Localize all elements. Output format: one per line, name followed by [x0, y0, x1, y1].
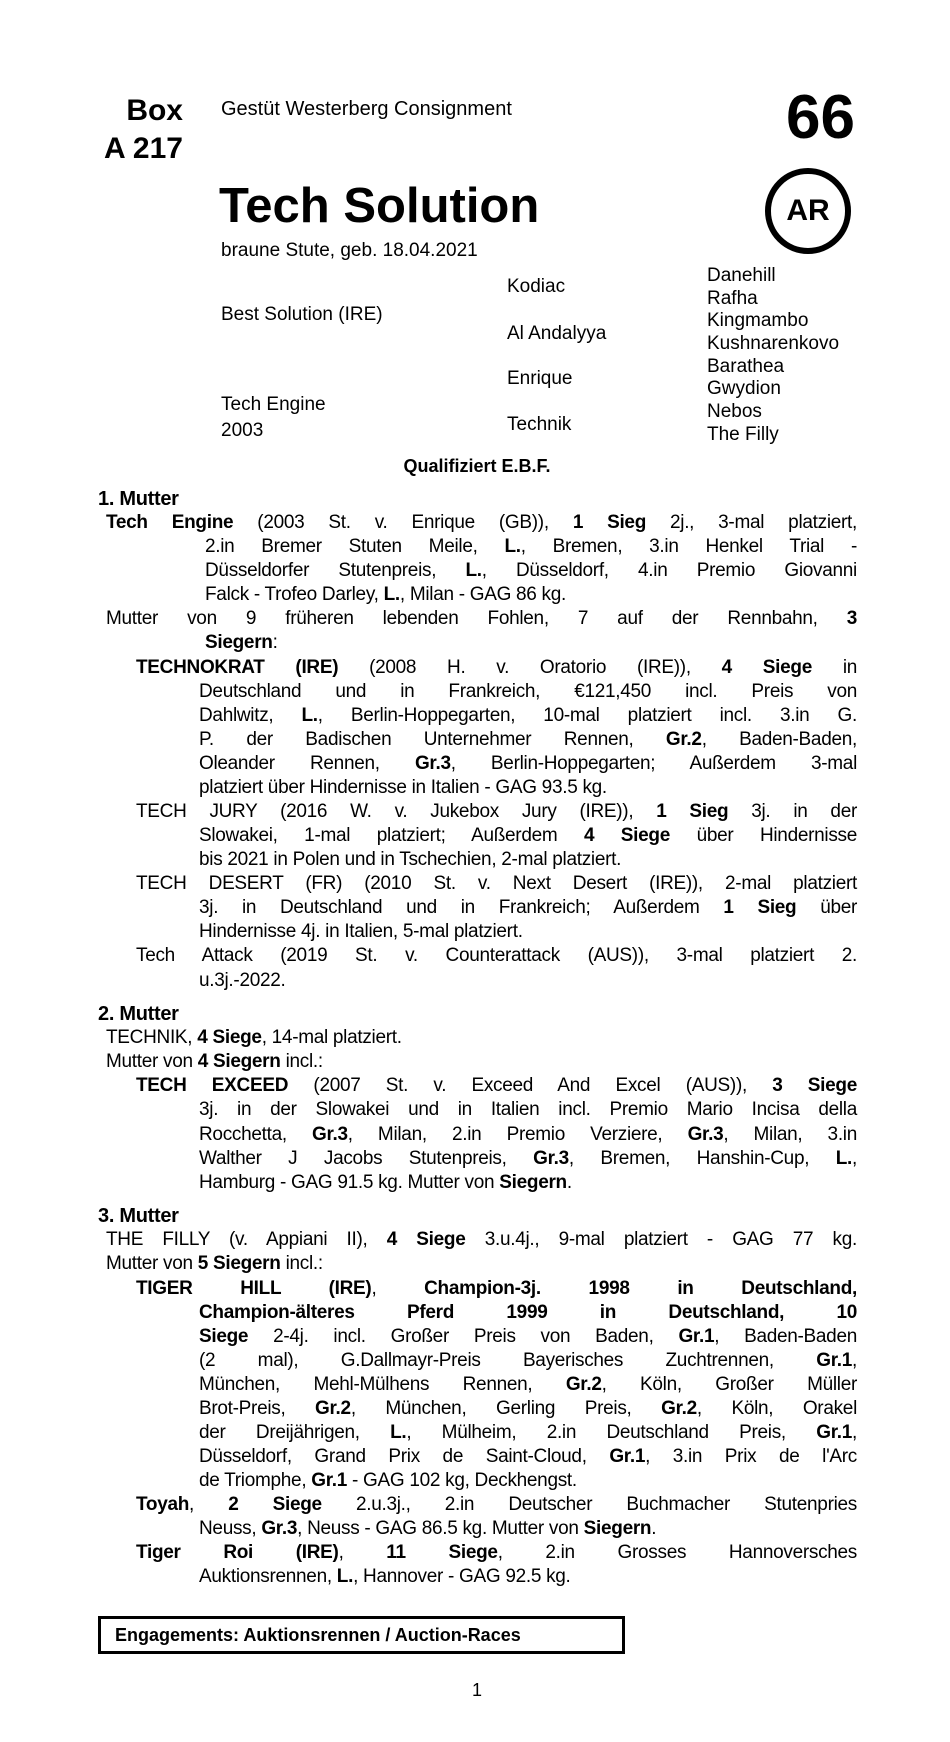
text: 3j. in der	[728, 801, 857, 823]
text: , Milan, 3.in	[723, 1123, 857, 1145]
text-line	[0, 1493, 857, 1517]
text: , Hannover - GAG 92.5 kg.	[353, 1566, 571, 1588]
offspring-entry	[0, 1074, 857, 1194]
text: Hindernisse 4j. in Italien, 5-mal platziert.	[199, 921, 523, 943]
offspring-entry	[0, 944, 857, 992]
bold-text: 1 Sieg	[723, 897, 797, 919]
text: , Köln, Orakel	[696, 1397, 857, 1419]
text-line	[0, 1349, 857, 1373]
text: , Köln, Großer Müller	[601, 1373, 857, 1395]
text-line	[0, 631, 857, 655]
text: - GAG 102 kg, Deckhengst.	[347, 1470, 577, 1492]
dam-entry	[0, 607, 857, 655]
bold-text: 5 Siegern	[197, 1253, 281, 1275]
text-line	[0, 800, 857, 824]
bold-text: 4 Siege	[721, 656, 812, 678]
text: 2.u.3j., 2.in Deutscher Buchmacher Stutenpries	[321, 1494, 857, 1516]
bold-text: Tech Engine	[106, 512, 234, 534]
pedigree-great-grandparent: Gwydion	[707, 378, 781, 399]
dam-entry	[0, 1026, 857, 1050]
text-line	[0, 559, 857, 583]
bold-text: 4 Siege	[583, 825, 670, 847]
text: (2 mal), G.Dallmayr-Preis Bayerisches Zuchtrennen,	[199, 1349, 817, 1371]
text: , Bremen, 3.in Henkel Trial -	[520, 536, 857, 558]
text-line	[0, 1277, 857, 1301]
text: incl.:	[280, 1253, 323, 1275]
bold-text: TIGER HILL (IRE)	[136, 1277, 372, 1299]
section-heading: 2. Mutter	[98, 1003, 179, 1026]
text: bis 2021 in Polen und in Tschechien, 2-mal platziert.	[199, 849, 622, 871]
text: Hamburg - GAG 91.5 kg. Mutter von	[199, 1171, 500, 1193]
bold-text: L.	[390, 1421, 407, 1443]
bold-text: 1 Sieg	[572, 512, 647, 534]
text-line	[0, 535, 857, 559]
section-2-mutter	[0, 1002, 857, 1195]
bold-text: Gr.1	[609, 1446, 646, 1468]
bold-text: Siege	[199, 1325, 249, 1347]
text-line	[0, 1050, 857, 1074]
text: Neuss,	[199, 1518, 262, 1540]
pedigree-great-grandparent: Barathea	[707, 356, 785, 377]
bold-text: TECH EXCEED	[136, 1075, 289, 1097]
text-line	[0, 583, 857, 607]
text-line	[0, 1445, 857, 1469]
box-number: A 217	[104, 132, 183, 165]
bold-text: Gr.2	[315, 1397, 351, 1419]
text-line	[0, 896, 857, 920]
text: Oleander Rennen,	[199, 752, 415, 774]
bold-text: 3	[846, 608, 857, 630]
text: Mutter von 9 früheren lebenden Fohlen, 7 auf der Rennbahn,	[106, 608, 847, 630]
bold-text: Gr.2	[565, 1373, 602, 1395]
text-line	[0, 1123, 857, 1147]
text-line	[0, 1517, 857, 1541]
offspring-entry	[0, 872, 857, 944]
bold-text: 4 Siegern	[197, 1051, 281, 1073]
text: Dahlwitz,	[199, 704, 302, 726]
text: über Hindernisse	[670, 825, 857, 847]
bold-text: 4 Siege	[197, 1027, 262, 1049]
text: , Berlin-Hoppegarten; Außerdem 3-mal	[450, 752, 857, 774]
text-line	[0, 1565, 857, 1589]
text: :	[272, 632, 278, 654]
bold-text: 1 Sieg	[656, 801, 729, 823]
text-line	[0, 1098, 857, 1122]
pedigree-grandparent: Kodiac	[507, 276, 566, 297]
text: (2003 St. v. Enrique (GB)),	[233, 512, 573, 534]
text: THE FILLY (v. Appiani II),	[106, 1229, 387, 1251]
bold-text: Gr.2	[665, 728, 702, 750]
pedigree-grandparent: Al Andalyya	[507, 323, 607, 344]
text: ,	[371, 1277, 425, 1299]
text: Rocchetta,	[199, 1123, 312, 1145]
horse-name: Tech Solution	[219, 179, 540, 233]
bold-text: Gr.3	[261, 1518, 298, 1540]
section-1-mutter	[0, 487, 857, 993]
text: .	[651, 1518, 657, 1540]
text: München, Mehl-Mülhens Rennen,	[199, 1373, 566, 1395]
bold-text: Toyah	[136, 1494, 190, 1516]
text: 3.u.4j., 9-mal platziert - GAG 77 kg.	[465, 1229, 857, 1251]
text: TECHNIK,	[106, 1027, 198, 1049]
offspring-entry	[0, 1277, 857, 1494]
text: de Triomphe,	[199, 1470, 312, 1492]
text: incl.:	[280, 1051, 323, 1073]
text: Slowakei, 1-mal platziert; Außerdem	[199, 825, 584, 847]
bold-text: Tiger Roi (IRE)	[136, 1542, 339, 1564]
text: , München, Gerling Preis,	[350, 1397, 662, 1419]
bold-text: Gr.2	[661, 1397, 697, 1419]
text: ,	[189, 1494, 229, 1516]
text-line	[0, 1228, 857, 1252]
pedigree-dam: Tech Engine	[221, 394, 326, 415]
text-line	[0, 1325, 857, 1349]
text-line	[0, 1026, 857, 1050]
text: , Bremen, Hanshin-Cup,	[568, 1147, 836, 1169]
text-line	[0, 824, 857, 848]
pedigree-great-grandparent: Rafha	[707, 288, 758, 309]
box-label	[104, 92, 183, 168]
text: , Milan - GAG 86 kg.	[399, 584, 566, 606]
section-3-mutter	[0, 1204, 857, 1589]
text: , 2.in Grosses Hannoversches	[497, 1542, 858, 1564]
text: , Baden-Baden,	[701, 728, 857, 750]
text-line	[0, 704, 857, 728]
pedigree-great-grandparent: Danehill	[707, 265, 776, 286]
offspring-entry	[0, 1541, 857, 1589]
text: 2-4j. incl. Großer Preis von Baden,	[248, 1325, 679, 1347]
bold-text: Gr.1	[678, 1325, 715, 1347]
text: u.3j.-2022.	[199, 969, 286, 991]
text: TECH DESERT (FR) (2010 St. v. Next Desert (IRE)), 2-mal platziert	[136, 873, 857, 895]
text: Mutter von	[106, 1051, 198, 1073]
bold-text: Siegern	[499, 1171, 567, 1193]
text: P. der Badischen Unternehmer Rennen,	[199, 728, 666, 750]
ar-badge-icon	[765, 168, 851, 254]
pedigree-sire: Best Solution (IRE)	[221, 304, 383, 325]
text-line	[0, 680, 857, 704]
dam-entry	[0, 1252, 857, 1276]
text: ,	[338, 1542, 387, 1564]
dam-entry	[0, 511, 857, 607]
engagements-box: Engagements: Auktionsrennen / Auction-Races	[98, 1616, 625, 1654]
qualification-note: Qualifiziert E.B.F.	[403, 456, 551, 476]
text: in	[811, 656, 858, 678]
bold-text: Gr.1	[816, 1421, 853, 1443]
consignor: Gestüt Westerberg Consignment	[221, 98, 512, 120]
text: , Baden-Baden	[714, 1325, 857, 1347]
bold-text: Champion-3j. 1998 in Deutschland,	[424, 1277, 857, 1299]
text: , 14-mal platziert.	[261, 1027, 402, 1049]
text: Falck - Trofeo Darley,	[205, 584, 384, 606]
bold-text: 3 Siege	[772, 1075, 857, 1097]
bold-text: L.	[504, 536, 521, 558]
bold-text: L.	[835, 1147, 853, 1169]
bold-text: Gr.3	[414, 752, 451, 774]
bold-text: Gr.1	[816, 1349, 853, 1371]
badge-label: AR	[786, 194, 830, 227]
text: , Neuss - GAG 86.5 kg. Mutter von	[297, 1518, 584, 1540]
bold-text: L.	[301, 704, 318, 726]
lot-number: 66	[786, 83, 855, 152]
text: Deutschland und in Frankreich, €121,450 incl. Preis von	[199, 680, 857, 702]
bold-text: Gr.3	[687, 1123, 724, 1145]
bold-text: Gr.3	[312, 1123, 348, 1145]
text-line	[0, 944, 857, 968]
text-line	[0, 607, 857, 631]
text-line	[0, 1469, 857, 1493]
text: Auktionsrennen,	[199, 1566, 337, 1588]
dam-entry	[0, 1228, 857, 1252]
bold-text: L.	[383, 584, 400, 606]
text-line	[0, 1421, 857, 1445]
bold-text: 4 Siege	[386, 1229, 466, 1251]
text: , Düsseldorf, 4.in Premio Giovanni	[481, 560, 857, 582]
text-line	[0, 848, 857, 872]
bold-text: Gr.1	[311, 1470, 348, 1492]
bold-text: L.	[336, 1566, 354, 1588]
text: Brot-Preis,	[199, 1397, 316, 1419]
text-line	[0, 1147, 857, 1171]
pedigree-grandparent: Enrique	[507, 368, 573, 389]
text-line	[0, 1301, 857, 1325]
text: , 3.in Prix de l'Arc	[645, 1446, 857, 1468]
text-line	[0, 1373, 857, 1397]
pedigree-great-grandparent: Kingmambo	[707, 310, 809, 331]
bold-text: Gr.3	[533, 1147, 569, 1169]
text: Düsseldorfer Stutenpreis,	[205, 560, 466, 582]
text-line	[0, 969, 857, 993]
horse-description: braune Stute, geb. 18.04.2021	[221, 240, 478, 261]
text-line	[0, 1397, 857, 1421]
text-line	[0, 1541, 857, 1565]
pedigree-grandparent: Technik	[507, 414, 572, 435]
text-line	[0, 920, 857, 944]
pedigree-great-grandparent: Kushnarenkovo	[707, 333, 840, 354]
text: , Berlin-Hoppegarten, 10-mal platziert incl. 3.in G.	[317, 704, 857, 726]
family-record	[0, 487, 857, 1590]
text: platziert über Hindernisse in Italien - GAG 93.5 kg.	[199, 776, 607, 798]
text-line	[0, 1171, 857, 1195]
offspring-entry	[0, 656, 857, 800]
text-line	[0, 1252, 857, 1276]
bold-text: Champion-älteres Pferd 1999 in Deutschland, 10	[199, 1301, 857, 1323]
text: Tech Attack (2019 St. v. Counterattack (AUS)), 3-mal platziert 2.	[136, 945, 857, 967]
text: (2008 H. v. Oratorio (IRE)),	[338, 656, 722, 678]
text-line	[0, 776, 857, 800]
text-line	[0, 872, 857, 896]
text-line	[0, 1074, 857, 1098]
text: , Milan, 2.in Premio Verziere,	[347, 1123, 688, 1145]
pedigree-great-grandparent: Nebos	[707, 401, 762, 422]
text: 3j. in der Slowakei und in Italien incl. Premio Mario Incisa della	[199, 1099, 857, 1121]
text: 2.in Bremer Stuten Meile,	[205, 536, 505, 558]
text: .	[566, 1171, 572, 1193]
offspring-entry	[0, 1493, 857, 1541]
offspring-entry	[0, 800, 857, 872]
text: Mutter von	[106, 1253, 198, 1275]
bold-text: TECHNOKRAT (IRE)	[136, 656, 339, 678]
text: über	[796, 897, 858, 919]
pedigree-great-grandparent: The Filly	[707, 424, 779, 445]
bold-text: Siegern	[583, 1518, 652, 1540]
bold-text: Siegern	[205, 632, 273, 654]
text: ,	[852, 1349, 857, 1371]
box-title: Box	[126, 94, 183, 127]
text: ,	[852, 1147, 857, 1169]
bold-text: L.	[465, 560, 482, 582]
text: Walther J Jacobs Stutenpreis,	[199, 1147, 534, 1169]
text: Düsseldorf, Grand Prix de Saint-Cloud,	[199, 1446, 610, 1468]
text: , Mülheim, 2.in Deutschland Preis,	[406, 1421, 817, 1443]
bold-text: 2 Siege	[228, 1494, 322, 1516]
text-line	[0, 656, 857, 680]
text: 3j. in Deutschland und in Frankreich; Außerdem	[199, 897, 724, 919]
text: (2007 St. v. Exceed And Excel (AUS)),	[288, 1075, 773, 1097]
pedigree-dam-year: 2003	[221, 420, 264, 441]
text: der Dreijährigen,	[199, 1421, 391, 1443]
text-line	[0, 511, 857, 535]
text: ,	[852, 1421, 857, 1443]
section-heading: 1. Mutter	[98, 488, 179, 510]
text: 2j., 3-mal platziert,	[646, 512, 857, 534]
section-heading: 3. Mutter	[98, 1205, 179, 1228]
text-line	[0, 752, 857, 776]
page-number: 1	[471, 1680, 482, 1700]
dam-entry	[0, 1050, 857, 1074]
bold-text: 11 Siege	[386, 1542, 498, 1564]
text-line	[0, 728, 857, 752]
text: TECH JURY (2016 W. v. Jukebox Jury (IRE)),	[136, 801, 657, 823]
